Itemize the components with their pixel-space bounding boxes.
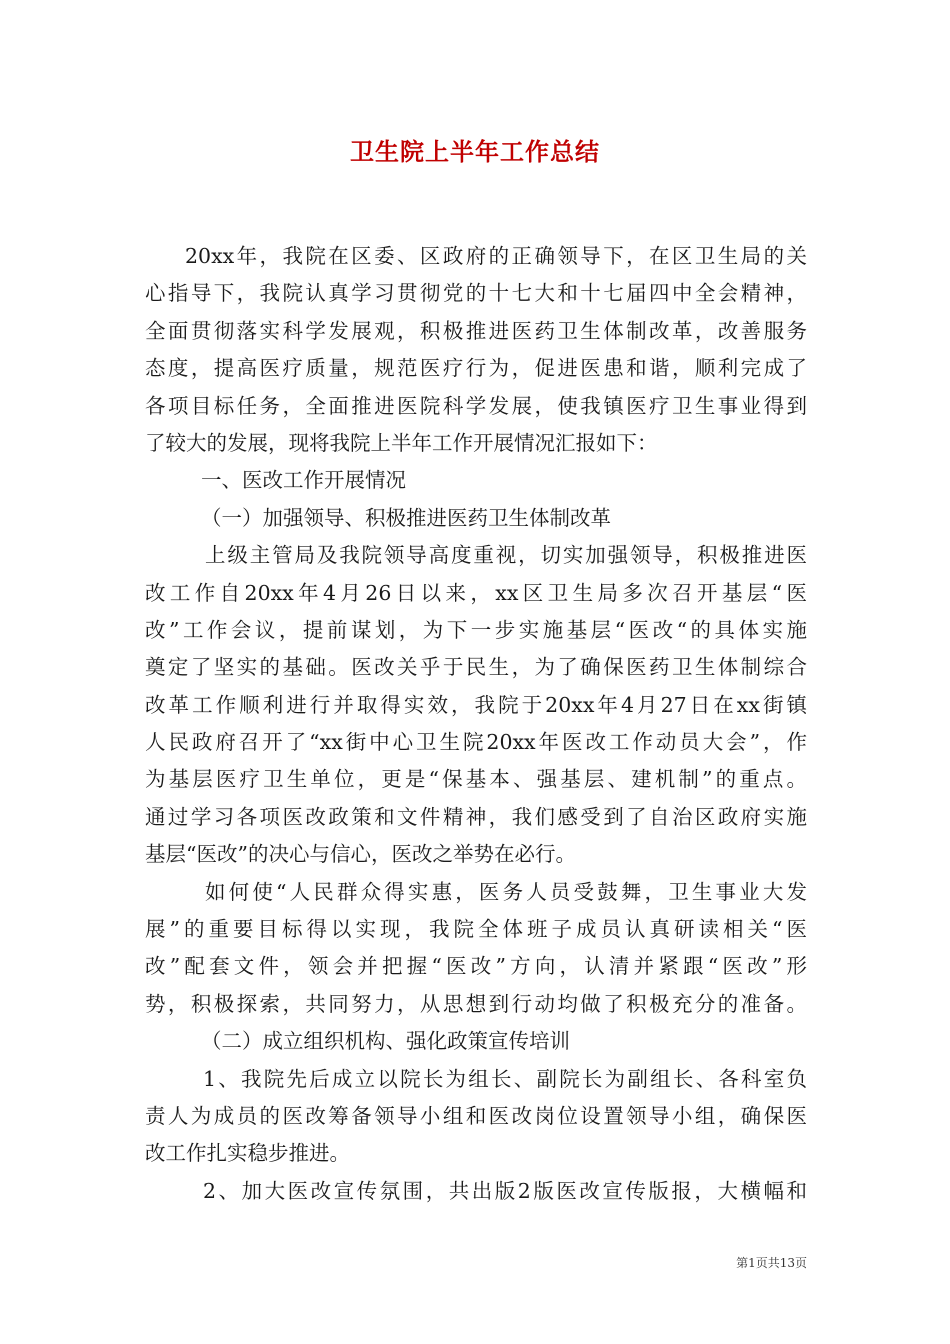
- subsection-heading: （一）加强领导、积极推进医药卫生体制改革: [201, 505, 611, 530]
- paragraph-line: 人民政府召开了“xx街中心卫生院20xx年医改工作动员大会”，作: [145, 730, 807, 755]
- paragraph-line: 基层“医改”的决心与信心，医改之举势在必行。: [145, 842, 576, 867]
- subsection-heading: （二）成立组织机构、强化政策宣传培训: [201, 1029, 570, 1054]
- paragraph-line: 心指导下，我院认真学习贯彻党的十七大和十七届四中全会精神，: [145, 281, 807, 306]
- paragraph-line: 如何使“人民群众得实惠，医务人员受鼓舞，卫生事业大发: [205, 879, 807, 904]
- paragraph-line: 1、我院先后成立以院长为组长、副院长为副组长、各科室负: [203, 1066, 807, 1091]
- paragraph-line: 奠定了坚实的基础。医改关乎于民生，为了确保医药卫生体制综合: [145, 655, 807, 680]
- paragraph-line: 改工作自20xx年4月26日以来，xx区卫生局多次召开基层“医: [145, 580, 807, 605]
- paragraph-line: 改”配套文件，领会并把握“医改”方向，认清并紧跟“医改”形: [145, 954, 807, 979]
- paragraph-line: 了较大的发展，现将我院上半年工作开展情况汇报如下：: [145, 430, 658, 455]
- document-title: 卫生院上半年工作总结: [350, 137, 600, 166]
- paragraph-line: 上级主管局及我院领导高度重视，切实加强领导，积极推进医: [205, 543, 807, 568]
- paragraph-line: 改工作扎实稳步推进。: [145, 1141, 350, 1166]
- paragraph-line: 20xx年，我院在区委、区政府的正确领导下，在区卫生局的关: [185, 244, 807, 268]
- section-heading: 一、医改工作开展情况: [201, 468, 406, 493]
- paragraph-line: 改”工作会议，提前谋划，为下一步实施基层“医改“的具体实施: [145, 617, 807, 642]
- paragraph-line: 为基层医疗卫生单位，更是“保基本、强基层、建机制”的重点。: [145, 767, 807, 792]
- paragraph-line: 2、加大医改宣传氛围，共出版2版医改宣传版报，大横幅和: [203, 1178, 807, 1203]
- document-body: [145, 238, 807, 1210]
- paragraph-line: 态度，提高医疗质量，规范医疗行为，促进医患和谐，顺利完成了: [145, 356, 807, 381]
- paragraph-line: 势，积极探索，共同努力，从思想到行动均做了积极充分的准备。: [145, 991, 807, 1016]
- paragraph-line: 责人为成员的医改筹备领导小组和医改岗位设置领导小组，确保医: [145, 1103, 807, 1128]
- paragraph-line: 全面贯彻落实科学发展观，积极推进医药卫生体制改革，改善服务: [145, 318, 807, 343]
- paragraph-line: 各项目标任务，全面推进医院科学发展，使我镇医疗卫生事业得到: [145, 393, 807, 418]
- paragraph-line: 展”的重要目标得以实现，我院全体班子成员认真研读相关“医: [145, 917, 807, 942]
- paragraph-line: 通过学习各项医改政策和文件精神，我们感受到了自治区政府实施: [145, 804, 807, 829]
- page-number: 第1页共13页: [736, 1256, 807, 1270]
- paragraph-line: 改革工作顺利进行并取得实效，我院于20xx年4月27日在xx街镇: [145, 692, 807, 717]
